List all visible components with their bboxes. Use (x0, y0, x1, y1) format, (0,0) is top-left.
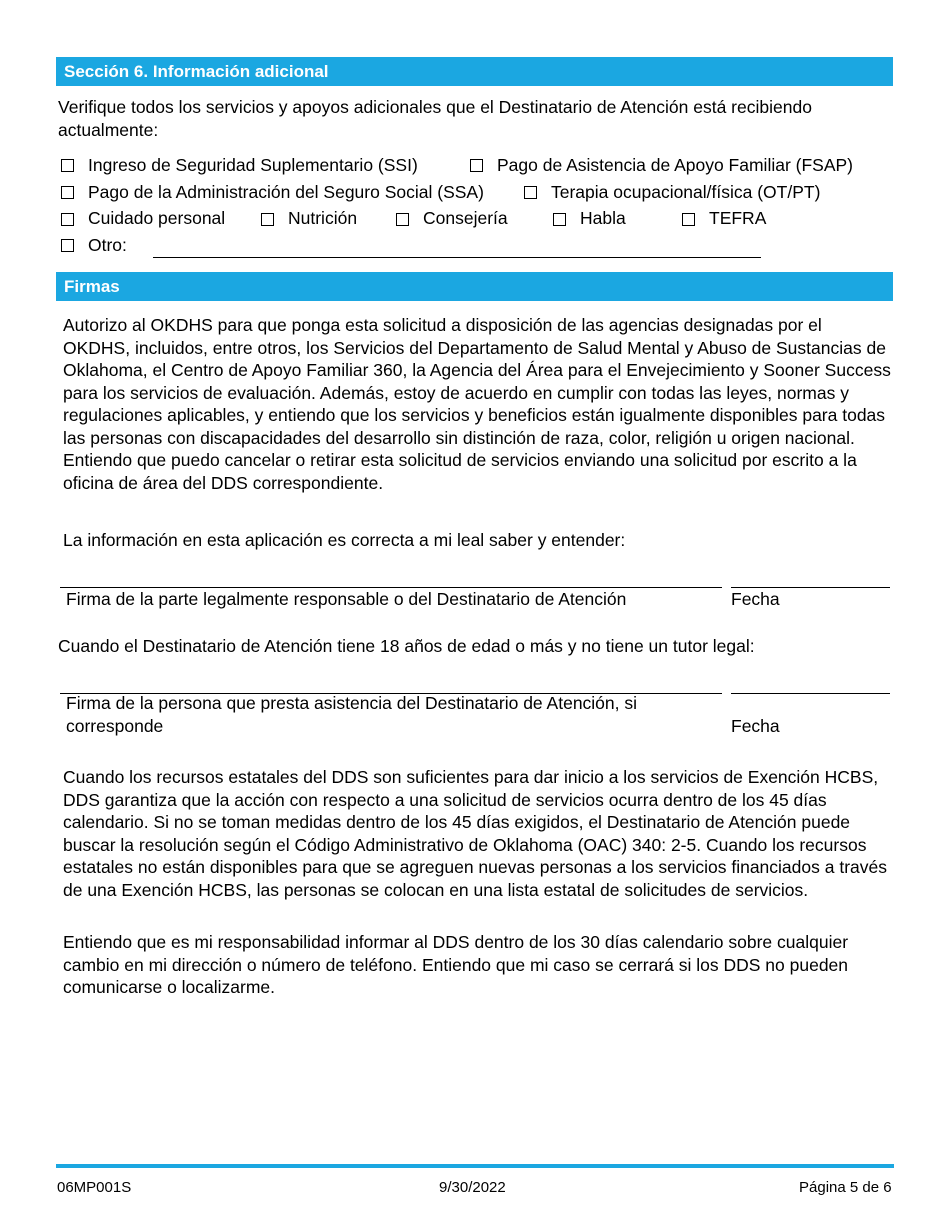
date-2-label: Fecha (731, 716, 780, 736)
ssa-checkbox[interactable] (61, 186, 74, 199)
ssi-label: Ingreso de Seguridad Suplementario (SSI) (88, 155, 418, 175)
other-input-line[interactable] (153, 257, 761, 258)
other-label: Otro: (88, 235, 127, 255)
ssa-label: Pago de la Administración del Seguro Social (SSA) (88, 182, 484, 202)
ssi-checkbox[interactable] (61, 159, 74, 172)
nutrition-label: Nutrición (288, 208, 358, 228)
date-1-label: Fecha (731, 589, 780, 609)
fsap-label: Pago de Asistencia de Apoyo Familiar (FSAP) (497, 155, 854, 175)
form-date: 9/30/2022 (439, 1179, 506, 1196)
resources-paragraph: Cuando los recursos estatales del DDS son suficientes para dar inicio a los servicios de Exención HCBS, DDS garantiza que la acción con respecto a una solicitud de servicios ocurra dentro de los 45 días calendario. Si no se toman medidas dentro de los 45 días exigidos, el Destinatario de Atención puede buscar la resolución según el Código Administrativo de Oklahoma (OAC) 340: 2-5. Cuando los recursos estatales no están disponibles para que se agreguen nuevas personas a los servicios financiados a través de una Exención HCBS, las personas se colocan en una lista estatal de solicitudes de servicios. (63, 767, 887, 900)
adult-note: Cuando el Destinatario de Atención tiene 18 años de edad o más y no tiene un tutor legal: (58, 636, 755, 656)
form-number: 06MP001S (57, 1179, 132, 1196)
authorization-paragraph: Autorizo al OKDHS para que ponga esta solicitud a disposición de las agencias designadas por el OKDHS, incluidos, entre otros, los Servicios del Departamento de Salud Mental y Abuso de Sustancias de Oklahoma, el Centro de Apoyo Familiar 360, la Agencia del Área para el Envejecimiento y Sooner Success para los servicios de evaluación. Además, estoy de acuerdo en cumplir con todas las leyes, normas y regulaciones aplicables, y entiendo que los servicios y beneficios están igualmente disponibles para todas las personas con discapacidades del desarrollo sin distinción de raza, color, religión u origen nacional. Entiendo que puedo cancelar o retirar esta solicitud de servicios enviando una solicitud por escrito a la oficina de área del DDS correspondiente. (63, 315, 891, 493)
date-2-line[interactable] (731, 693, 890, 694)
section-6-header: Sección 6. Información adicional (56, 57, 893, 86)
tefra-label: TEFRA (709, 208, 767, 228)
correct-info-statement: La información en esta aplicación es correcta a mi leal saber y entender: (63, 530, 626, 550)
signature-2-label: Firma de la persona que presta asistencia del Destinatario de Atención, si corresponde (66, 693, 638, 736)
speech-checkbox[interactable] (553, 213, 566, 226)
tefra-checkbox[interactable] (682, 213, 695, 226)
other-checkbox[interactable] (61, 239, 74, 252)
otpt-checkbox[interactable] (524, 186, 537, 199)
section-6-intro: Verifique todos los servicios y apoyos adicionales que el Destinatario de Atención está recibiendo actualmente: (58, 97, 812, 140)
nutrition-checkbox[interactable] (261, 213, 274, 226)
counseling-checkbox[interactable] (396, 213, 409, 226)
fsap-checkbox[interactable] (470, 159, 483, 172)
personal-care-checkbox[interactable] (61, 213, 74, 226)
signature-1-label: Firma de la parte legalmente responsable o del Destinatario de Atención (66, 589, 627, 609)
signatures-header: Firmas (56, 272, 893, 301)
speech-label: Habla (580, 208, 626, 228)
personal-care-label: Cuidado personal (88, 208, 226, 228)
footer-rule (56, 1164, 894, 1168)
counseling-label: Consejería (423, 208, 508, 228)
page-number: Página 5 de 6 (799, 1179, 892, 1196)
responsibility-paragraph: Entiendo que es mi responsabilidad informar al DDS dentro de los 30 días calendario sobre cualquier cambio en mi dirección o número de teléfono. Entiendo que mi caso se cerrará si los DDS no pueden comunicarse o localizarme. (63, 932, 849, 997)
otpt-label: Terapia ocupacional/física (OT/PT) (551, 182, 821, 202)
